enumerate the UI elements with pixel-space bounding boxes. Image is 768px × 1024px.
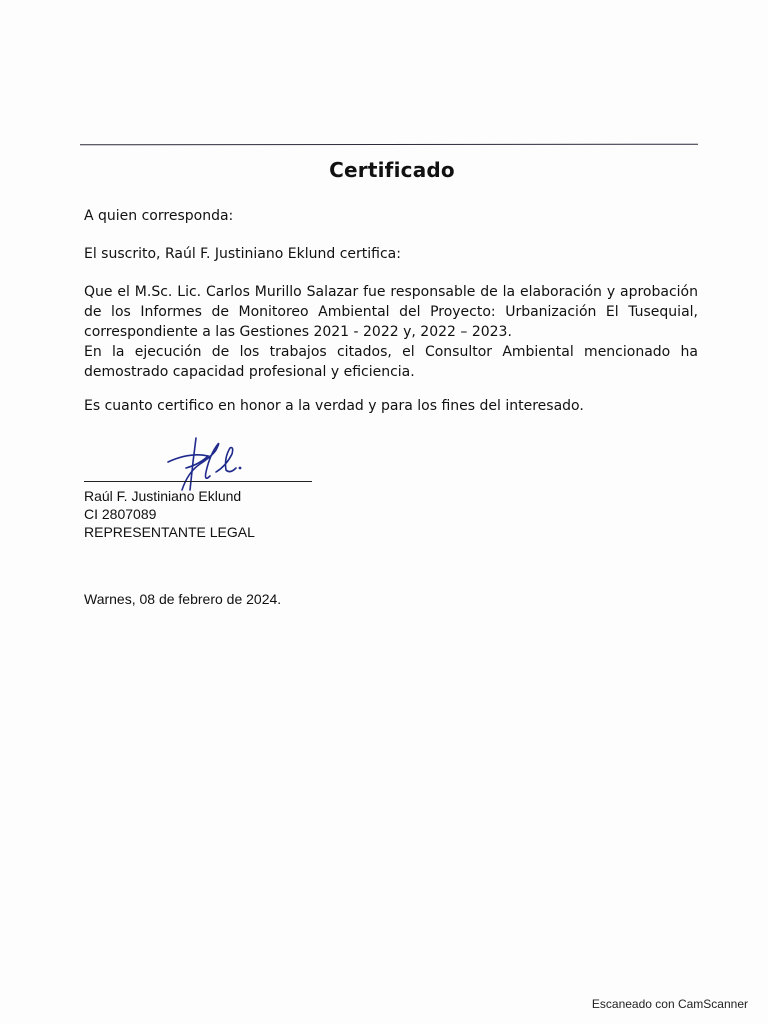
body-paragraph-1: Que el M.Sc. Lic. Carlos Murillo Salazar fue responsable de la elaboración y aprobación de los Informes de Monitoreo Ambiental del Proyecto: Urbanización El Tusequial, correspondiente a las Gestiones 2021 - 2022 y, 2022 – 2023. bbox=[84, 284, 698, 340]
scanner-watermark: Escaneado con CamScanner bbox=[591, 997, 748, 1011]
signer-name: Raúl F. Justiniano Eklund bbox=[84, 488, 242, 504]
handwritten-signature bbox=[160, 432, 250, 492]
signer-role: REPRESENTANTE LEGAL bbox=[84, 524, 255, 540]
body-block bbox=[84, 282, 698, 382]
document-title: Certificado bbox=[329, 158, 455, 182]
signer-id: CI 2807089 bbox=[84, 506, 157, 522]
closing-line: Es cuanto certifico en honor a la verdad y para los fines del interesado. bbox=[84, 398, 584, 414]
signature-line bbox=[84, 481, 312, 482]
place-and-date: Warnes, 08 de febrero de 2024. bbox=[84, 591, 282, 607]
body-paragraph-2: En la ejecución de los trabajos citados, el Consultor Ambiental mencionado ha demostrado capacidad profesional y eficiencia. bbox=[84, 344, 698, 380]
intro-line: El suscrito, Raúl F. Justiniano Eklund certifica: bbox=[84, 246, 401, 262]
header-rule bbox=[80, 144, 698, 146]
greeting: A quien corresponda: bbox=[84, 208, 234, 224]
